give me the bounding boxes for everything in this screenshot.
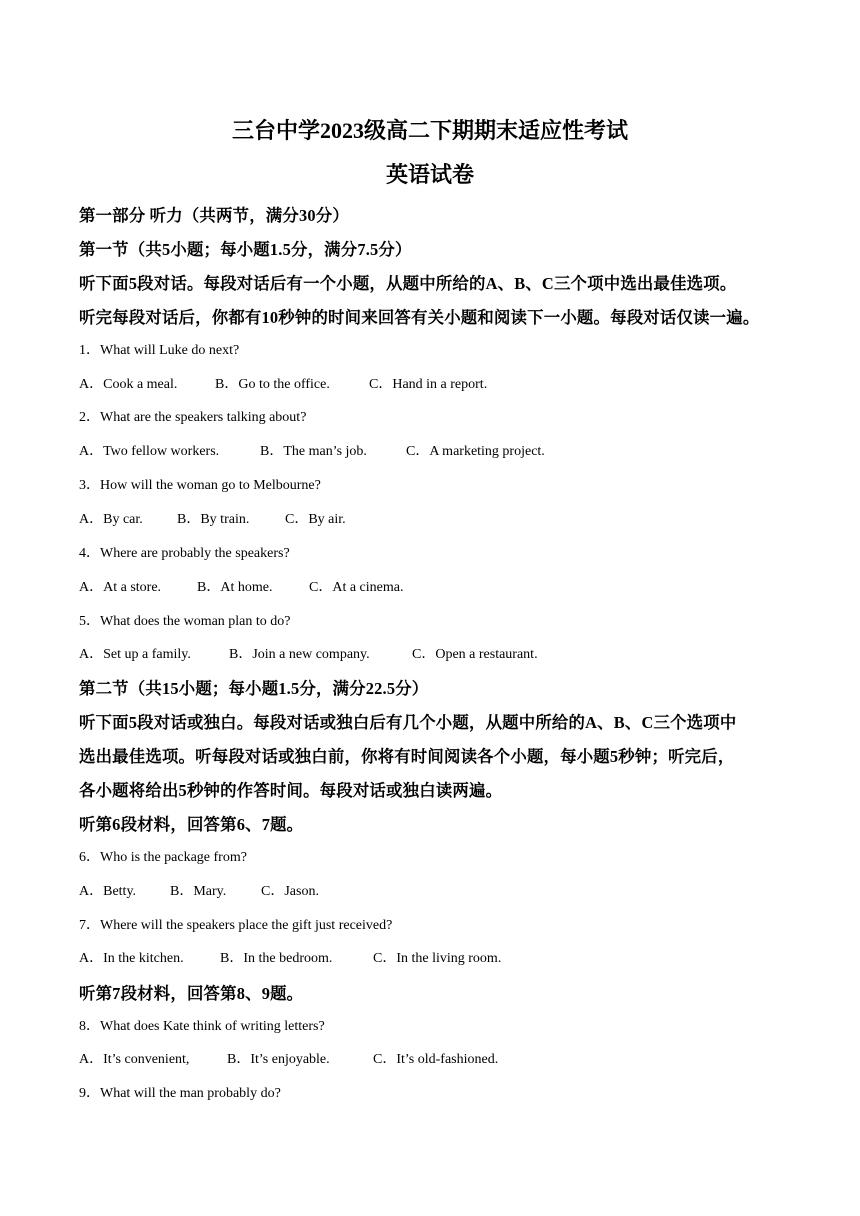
section1-instruction-line: 听完每段对话后，你都有10秒钟的时间来回答有关小题和阅读下一小题。每段对话仅读一遍。: [79, 308, 760, 327]
question-1-options: [79, 373, 487, 393]
question-2: 2．What are the speakers talking about?: [79, 410, 307, 425]
option-c: C．By air.: [285, 512, 346, 527]
section1-heading: 第一节（共5小题；每小题1.5分，满分7.5分）: [79, 240, 412, 259]
option-c: C．It’s old-fashioned.: [373, 1052, 499, 1067]
option-a: A．Two fellow workers.: [79, 444, 220, 459]
option-b: B．At home.: [197, 580, 273, 595]
option-b: B．By train.: [177, 512, 250, 527]
question-6-options: [79, 880, 319, 900]
option-a: A．Set up a family.: [79, 647, 191, 662]
question-4-options: [79, 576, 403, 596]
option-c: C．At a cinema.: [309, 580, 404, 595]
option-a: A．Cook a meal.: [79, 377, 178, 392]
option-c: C．Hand in a report.: [369, 377, 488, 392]
question-8-options: [79, 1048, 498, 1068]
option-a: A．In the kitchen.: [79, 951, 184, 966]
section2-instruction-line: 听下面5段对话或独白。每段对话或独白后有几个小题，从题中所给的A、B、C三个选项中: [79, 713, 737, 732]
section2-heading: 第二节（共15小题；每小题1.5分，满分22.5分）: [79, 679, 429, 698]
question-3-options: [79, 508, 346, 528]
question-7: 7．Where will the speakers place the gift just received?: [79, 918, 393, 933]
exam-subtitle: 英语试卷: [385, 162, 474, 187]
option-a: A．It’s convenient,: [79, 1052, 190, 1067]
section1-instruction-line: 听下面5段对话。每段对话后有一个小题，从题中所给的A、B、C三个项中选出最佳选项。: [79, 274, 737, 293]
option-a: A．At a store.: [79, 580, 162, 595]
material-7-heading: 听第7段材料，回答第8、9题。: [79, 984, 304, 1003]
option-b: B．In the bedroom.: [220, 951, 333, 966]
option-c: C．A marketing project.: [406, 444, 545, 459]
option-b: B．Go to the office.: [215, 377, 330, 392]
option-b: B．Mary.: [170, 884, 227, 899]
question-8: 8．What does Kate think of writing letters?: [79, 1019, 325, 1034]
part1-heading: 第一部分 听力（共两节，满分30分）: [79, 206, 349, 225]
option-b: B．It’s enjoyable.: [227, 1052, 330, 1067]
question-7-options: [79, 947, 501, 967]
question-5: 5．What does the woman plan to do?: [79, 614, 291, 629]
question-6: 6．Who is the package from?: [79, 850, 247, 865]
question-3: 3．How will the woman go to Melbourne?: [79, 478, 321, 493]
option-a: A．Betty.: [79, 884, 137, 899]
option-c: C．Open a restaurant.: [412, 647, 538, 662]
option-b: B．Join a new company.: [229, 647, 370, 662]
exam-title: 三台中学2023级高二下期期末适应性考试: [231, 118, 628, 143]
option-c: C．Jason.: [261, 884, 319, 899]
option-b: B．The man’s job.: [260, 444, 367, 459]
option-c: C．In the living room.: [373, 951, 502, 966]
question-9: 9．What will the man probably do?: [79, 1086, 281, 1101]
material-6-heading: 听第6段材料，回答第6、7题。: [79, 815, 304, 834]
question-5-options: [79, 643, 538, 663]
question-1: 1．What will Luke do next?: [79, 343, 240, 358]
option-a: A．By car.: [79, 512, 143, 527]
question-2-options: [79, 440, 545, 460]
section2-instruction-line: 各小题将给出5秒钟的作答时间。每段对话或独白读两遍。: [79, 781, 503, 800]
section2-instruction-line: 选出最佳选项。听每段对话或独白前，你将有时间阅读各个小题，每小题5秒钟；听完后，: [79, 747, 735, 766]
question-4: 4．Where are probably the speakers?: [79, 546, 290, 561]
